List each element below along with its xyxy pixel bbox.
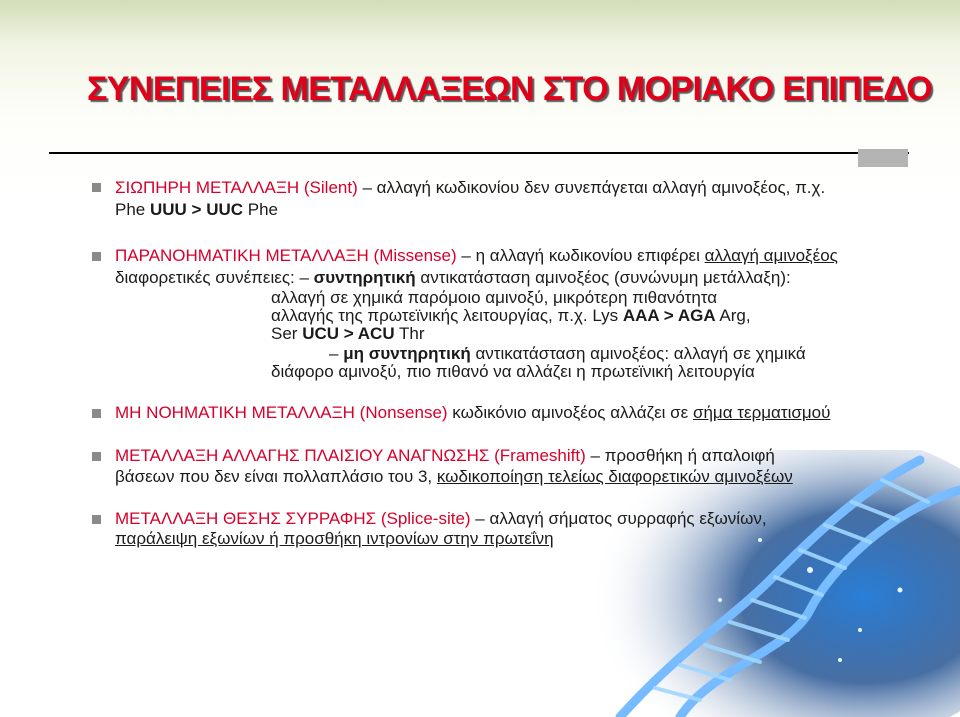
frameshift-text: προσθήκη ή απαλοιφή <box>604 446 775 465</box>
missense-line2-prefix: διαφορετικές συνέπειες: – <box>115 268 314 287</box>
silent-text: αλλαγή κωδικονίου δεν συνεπάγεται αλλαγή αμινοξέος, π.χ. <box>376 178 826 197</box>
missense-line5-suffix: Thr <box>394 324 425 343</box>
missense-text: η αλλαγή κωδικονίου επιφέρει <box>475 246 705 265</box>
missense-line4-codons: AAA > AGA <box>622 306 716 325</box>
dna-helix-image <box>560 450 960 717</box>
missense-line5-codons: UCU > ACU <box>302 324 395 343</box>
missense-nonconservative-prefix: – <box>329 344 344 363</box>
title-divider-block <box>858 149 908 167</box>
silent-line-1 <box>115 178 825 198</box>
frameshift-heading: ΜΕΤΑΛΛΑΞΗ ΑΛΛΑΓΗΣ ΠΛΑΙΣΙΟΥ ΑΝΑΓΝΩΣΗΣ (Frameshift) <box>115 446 586 465</box>
missense-text-underlined: αλλαγή αμινοξέος <box>704 246 838 265</box>
frameshift-line2: βάσεων που δεν είναι πολλαπλάσιο του 3, <box>115 467 437 486</box>
missense-conservative-label: συντηρητική <box>313 268 416 287</box>
missense-line6-rest: αντικατάσταση αμινοξέος: αλλαγή σε χημικά <box>470 344 806 363</box>
missense-heading: ΠΑΡΑΝΟΗΜΑΤΙΚΗ ΜΕΤΑΛΛΑΞΗ (Missense) <box>115 246 457 265</box>
missense-line-1 <box>115 246 838 266</box>
silent-example-aa2: Phe <box>243 200 279 219</box>
missense-line-2 <box>115 268 791 288</box>
silent-line-2 <box>115 200 278 220</box>
missense-line4-suffix: Arg, <box>715 306 751 325</box>
frameshift-line-2 <box>115 467 793 487</box>
silent-dash: – <box>357 178 377 197</box>
title-band <box>0 0 960 50</box>
splice-line2-underlined: παράλειψη εξωνίων ή προσθήκη ιντρονίων στην πρωτεΐνη <box>115 529 554 548</box>
nonsense-text: κωδικόνιο αμινοξέος αλλάζει σε <box>447 403 693 422</box>
bullet-marker <box>92 409 101 418</box>
splice-dash: – <box>470 509 490 528</box>
bullet-marker <box>92 183 101 192</box>
missense-line-4 <box>271 306 751 326</box>
slide-title: ΣΥΝΕΠΕΙΕΣ ΜΕΤΑΛΛΑΞΕΩΝ ΣΤΟ ΜΟΡΙΑΚΟ ΕΠΙΠΕΔΟ <box>87 70 933 108</box>
bullet-marker <box>92 515 101 524</box>
splice-line-1 <box>115 509 767 529</box>
nonsense-heading: ΜΗ ΝΟΗΜΑΤΙΚΗ ΜΕΤΑΛΛΑΞΗ (Nonsense) <box>115 403 448 422</box>
nonsense-line-1 <box>115 403 830 423</box>
missense-line-5 <box>271 324 425 344</box>
bullet-marker <box>92 452 101 461</box>
missense-dash: – <box>456 246 476 265</box>
missense-line4-prefix: αλλαγής της πρωτεϊνικής λειτουργίας, π.χ. Lys <box>271 306 623 325</box>
missense-line-3: αλλαγή σε χημικά παρόμοιο αμινοξύ, μικρότερη πιθανότητα <box>271 288 718 307</box>
silent-heading: ΣΙΩΠΗΡΗ ΜΕΤΑΛΛΑΞΗ (Silent) <box>115 178 358 197</box>
silent-example-aa1: Phe <box>115 200 150 219</box>
title-divider <box>49 152 909 154</box>
frameshift-dash: – <box>585 446 605 465</box>
missense-line-7: διάφορο αμινοξύ, πιο πιθανό να αλλάζει η πρωτεϊνική λειτουργία <box>271 362 755 381</box>
missense-line-6 <box>329 344 806 364</box>
splice-text: αλλαγή σήματος συρραφής εξωνίων, <box>489 509 767 528</box>
missense-nonconservative-label: μη συντηρητική <box>343 344 471 363</box>
splice-heading: ΜΕΤΑΛΛΑΞΗ ΘΕΣΗΣ ΣΥΡΡΑΦΗΣ (Splice-site) <box>115 509 471 528</box>
bullet-marker <box>92 252 101 261</box>
frameshift-line-1 <box>115 446 775 466</box>
missense-line5-prefix: Ser <box>271 324 303 343</box>
splice-line-2 <box>115 529 554 549</box>
nonsense-text-underlined: σήμα τερματισμού <box>692 403 831 422</box>
frameshift-line2-underlined: κωδικοποίηση τελείως διαφορετικών αμινοξέων <box>436 467 793 486</box>
silent-example-codons: UUU > UUC <box>149 200 244 219</box>
missense-line2-rest: αντικατάσταση αμινοξέος (συνώνυμη μετάλλαξη): <box>415 268 791 287</box>
